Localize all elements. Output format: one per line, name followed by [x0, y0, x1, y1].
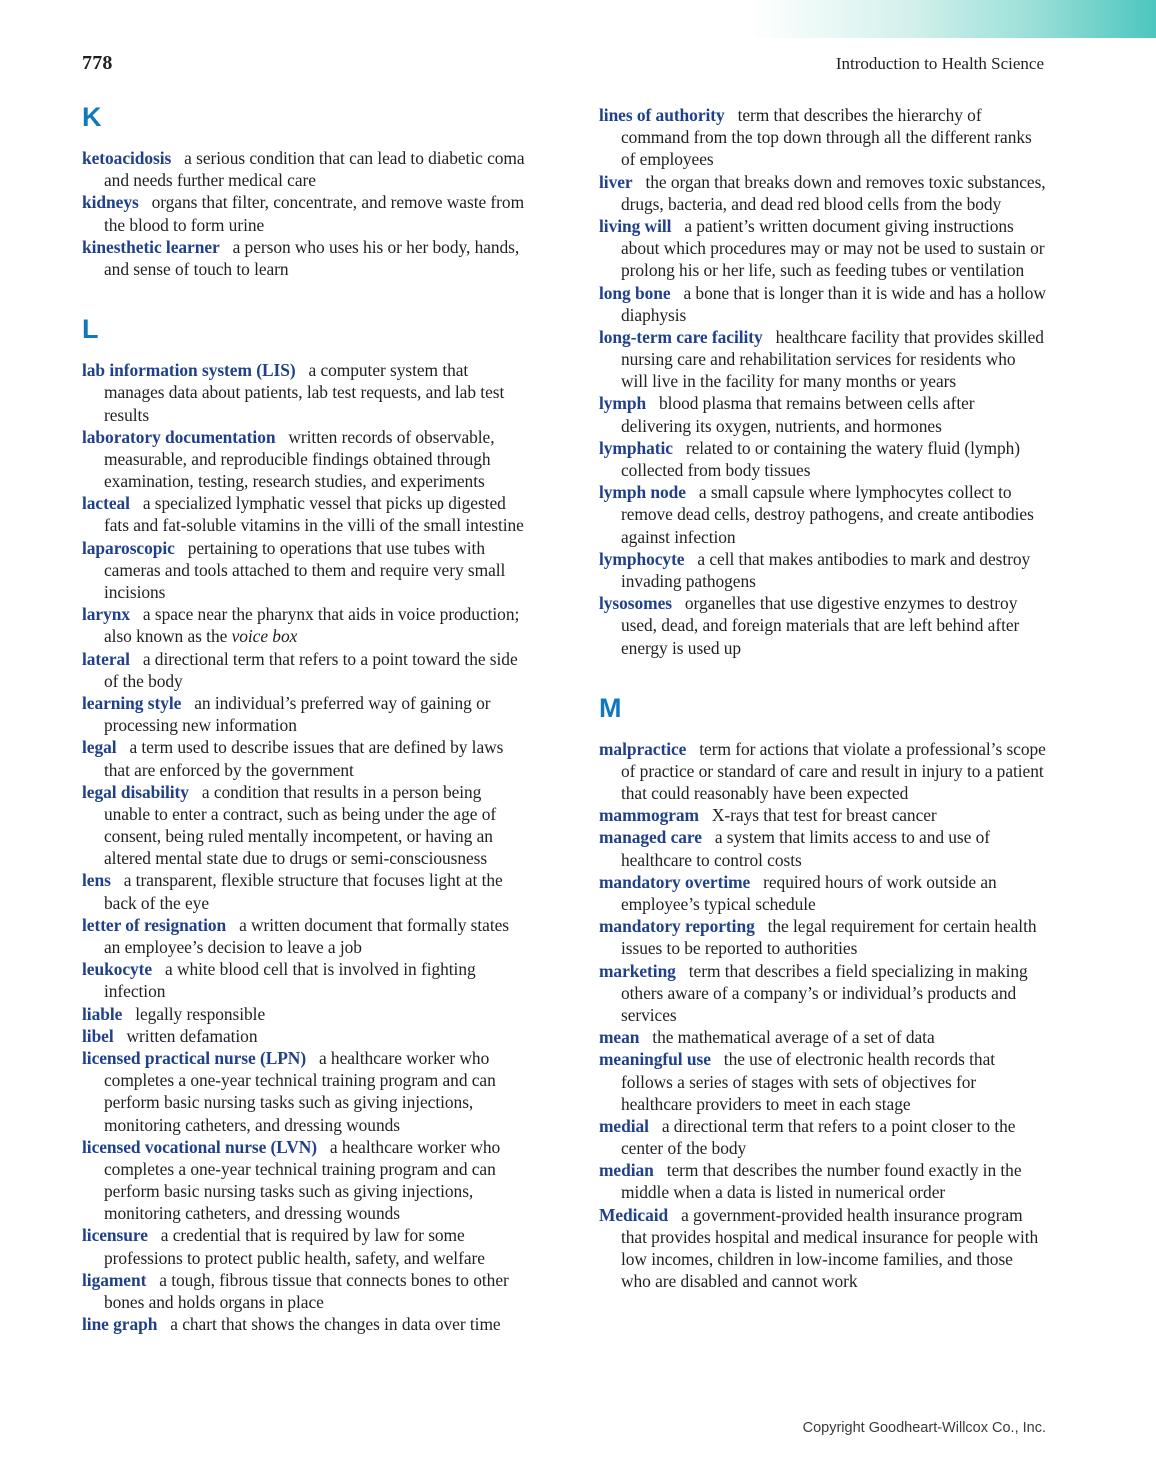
term-definition-gap — [157, 1314, 170, 1334]
glossary-entry — [599, 1048, 1046, 1115]
term-definition-gap — [684, 549, 697, 569]
term-definition-gap — [130, 493, 143, 513]
glossary-term: lateral — [82, 648, 130, 669]
term-definition-gap — [111, 870, 124, 890]
term-definition-gap — [152, 959, 165, 979]
glossary-term: libel — [82, 1025, 114, 1046]
glossary-entry — [82, 648, 529, 692]
glossary-definition: a credential that is required by law for some professions to protect public health, safety, and welfare — [104, 1225, 485, 1268]
glossary-term: line graph — [82, 1314, 158, 1335]
glossary-definition-italic: voice box — [231, 626, 298, 647]
term-definition-gap — [654, 1160, 667, 1180]
glossary-entry — [599, 871, 1046, 915]
glossary-term: medial — [599, 1115, 649, 1136]
glossary-entry — [599, 392, 1046, 436]
glossary-term: legal — [82, 737, 117, 758]
glossary-entry — [599, 437, 1046, 481]
glossary-term: kinesthetic learner — [82, 236, 220, 257]
glossary-term: laboratory documentation — [82, 426, 276, 447]
glossary-entry — [599, 1026, 1046, 1048]
term-definition-gap — [673, 438, 686, 458]
glossary-term: legal disability — [82, 781, 189, 802]
glossary-term: lines of authority — [599, 105, 725, 125]
glossary-entry — [599, 804, 1046, 826]
glossary-entry — [599, 738, 1046, 805]
glossary-definition: a chart that shows the changes in data over time — [170, 1314, 501, 1335]
glossary-definition: a patient’s written document giving instructions about which procedures may or may not be used to sustain or prolong his or her life, such as feeding tubes or ventilation — [621, 215, 1045, 281]
glossary-entry — [82, 1136, 529, 1225]
term-definition-gap — [306, 1048, 319, 1068]
glossary-term: median — [599, 1160, 654, 1181]
term-definition-gap — [750, 872, 763, 892]
glossary-definition: legally responsible — [135, 1003, 266, 1024]
glossary-definition: term that describes the hierarchy of command from the top down through all the different ranks of employees — [621, 105, 1032, 170]
term-definition-gap — [671, 216, 684, 236]
glossary-entry — [599, 326, 1046, 393]
glossary-definition: organs that filter, concentrate, and remove waste from the blood to form urine — [104, 192, 525, 235]
term-definition-gap — [668, 1205, 681, 1225]
term-definition-gap — [220, 237, 233, 257]
glossary-definition: written records of observable, measurable, and reproducible findings obtained through examination, testing, research studies, and experiments — [104, 426, 495, 492]
term-definition-gap — [296, 360, 309, 380]
glossary-term: lysosomes — [599, 593, 672, 614]
term-definition-gap — [148, 1225, 161, 1245]
glossary-definition: related to or containing the watery fluid (lymph) collected from body tissues — [621, 437, 1021, 480]
glossary-term: meaningful use — [599, 1049, 711, 1070]
glossary-definition: a cell that makes antibodies to mark and destroy invading pathogens — [621, 548, 1031, 591]
glossary-definition: written defamation — [126, 1025, 258, 1046]
glossary-term: larynx — [82, 604, 131, 625]
copyright-notice: Copyright Goodheart-Willcox Co., Inc. — [802, 1420, 1046, 1436]
glossary-definition: a healthcare worker who completes a one-year technical training program and can perform basic nursing tasks such as giving injections, monitoring catheters, and dressing wounds — [104, 1136, 501, 1224]
glossary-entry — [82, 537, 529, 604]
glossary-definition: a computer system that manages data about patients, lab test requests, and lab test results — [104, 360, 505, 425]
glossary-entry — [599, 104, 1046, 171]
glossary-definition: term for actions that violate a professional’s scope of practice or standard of care and result in injury to a patient that could reasonably have been expected — [621, 738, 1046, 804]
glossary-definition: a written document that formally states an employee’s decision to leave a job — [104, 914, 510, 957]
letter-heading-k: K — [82, 102, 102, 132]
term-definition-gap — [181, 693, 194, 713]
glossary-term: licensed vocational nurse (LVN) — [82, 1136, 317, 1157]
glossary-definition: a term used to describe issues that are defined by laws that are enforced by the government — [104, 737, 504, 780]
glossary-entry — [82, 1003, 529, 1025]
glossary-definition: organelles that use digestive enzymes to destroy used, dead, and foreign materials that are left behind after energy is used up — [621, 593, 1020, 658]
letter-heading-m: M — [599, 692, 622, 723]
glossary-term: managed care — [599, 827, 702, 848]
glossary-term: living will — [599, 215, 672, 236]
glossary-entry — [82, 736, 529, 780]
decorative-gradient-bar — [748, 0, 1156, 38]
term-definition-gap — [699, 805, 712, 825]
glossary-term: long-term care facility — [599, 326, 763, 347]
left-column — [82, 104, 529, 1374]
right-column — [599, 104, 1046, 1374]
glossary-entry — [82, 147, 529, 191]
glossary-entry — [82, 692, 529, 736]
glossary-term: lens — [82, 870, 111, 891]
glossary-entry — [82, 781, 529, 870]
term-definition-gap — [711, 1049, 724, 1069]
term-definition-gap — [226, 915, 239, 935]
page-number: 778 — [82, 52, 113, 74]
glossary-definition: a condition that results in a person being unable to enter a contract, such as being under the age of consent, being ruled mentally incompetent, or having an altered mental state due to drugs or semi-consciousness — [104, 781, 497, 869]
glossary-definition: a directional term that refers to a point toward the side of the body — [104, 648, 518, 691]
glossary-definition: a government-provided health insurance program that provides hospital and medical insurance for people with low incomes, children in low-income families, and those who are disabled and cannot work — [621, 1204, 1039, 1292]
term-definition-gap — [175, 538, 188, 558]
glossary-term: lymphocyte — [599, 548, 685, 569]
glossary-entry — [599, 215, 1046, 282]
glossary-term: laparoscopic — [82, 537, 175, 558]
term-definition-gap — [755, 916, 768, 936]
glossary-term: liver — [599, 171, 633, 192]
glossary-definition: blood plasma that remains between cells after delivering its oxygen, nutrients, and hormones — [621, 393, 975, 436]
term-definition-gap — [686, 482, 699, 502]
glossary-definition: a specialized lymphatic vessel that picks up digested fats and fat-soluble vitamins in the villi of the small intestine — [104, 493, 524, 536]
glossary-entry — [82, 958, 529, 1002]
glossary-entry — [599, 592, 1046, 659]
letter-heading-l: L — [82, 314, 99, 345]
term-definition-gap — [130, 604, 143, 624]
term-definition-gap — [672, 593, 685, 613]
term-definition-gap — [686, 739, 699, 759]
glossary-term: mean — [599, 1027, 640, 1048]
term-definition-gap — [114, 1026, 127, 1046]
glossary-definition: a healthcare worker who completes a one-year technical training program and can perform basic nursing tasks such as giving injections, monitoring catheters, and dressing wounds — [104, 1047, 496, 1135]
glossary-entry — [599, 171, 1046, 215]
term-definition-gap — [702, 827, 715, 847]
glossary-definition: a tough, fibrous tissue that connects bones to other bones and holds organs in place — [104, 1269, 509, 1312]
glossary-term: mammogram — [599, 805, 699, 826]
term-definition-gap — [649, 1116, 662, 1136]
term-definition-gap — [275, 427, 288, 447]
term-definition-gap — [189, 782, 202, 802]
glossary-definition: required hours of work outside an employee’s typical schedule — [621, 871, 997, 914]
term-definition-gap — [725, 105, 738, 125]
glossary-entry — [82, 1047, 529, 1136]
term-definition-gap — [676, 961, 689, 981]
glossary-entry — [599, 548, 1046, 592]
glossary-term: kidneys — [82, 192, 139, 213]
term-definition-gap — [139, 192, 152, 212]
glossary-term: lymph — [599, 393, 647, 414]
glossary-entry — [82, 426, 529, 493]
glossary-definition: the use of electronic health records that follows a series of stages with sets of objectives for healthcare providers to meet in each stage — [621, 1049, 996, 1114]
glossary-term: Medicaid — [599, 1204, 669, 1225]
glossary-entry — [82, 1313, 529, 1335]
glossary-term: lab information system (LIS) — [82, 360, 296, 381]
term-definition-gap — [130, 649, 143, 669]
running-head-title: Introduction to Health Science — [835, 54, 1044, 73]
glossary-definition: a transparent, flexible structure that focuses light at the back of the eye — [104, 870, 503, 913]
glossary-entry — [599, 1204, 1046, 1293]
glossary-definition: a directional term that refers to a point closer to the center of the body — [621, 1115, 1016, 1159]
glossary-entry — [82, 869, 529, 913]
glossary-entry — [599, 1159, 1046, 1203]
glossary-definition: term that describes a field specializing in making others aware of a company’s or individual’s products and services — [621, 960, 1028, 1025]
glossary-term: leukocyte — [82, 959, 153, 980]
glossary-term: lacteal — [82, 493, 130, 514]
glossary-term: malpractice — [599, 738, 687, 759]
glossary-term: ketoacidosis — [82, 148, 172, 168]
term-definition-gap — [122, 1004, 135, 1024]
glossary-definition: a small capsule where lymphocytes collect to remove dead cells, destroy pathogens, and create antibodies against infection — [621, 482, 1034, 547]
glossary-term: lymphatic — [599, 437, 673, 458]
glossary-term: licensure — [82, 1225, 148, 1246]
glossary-entry — [599, 481, 1046, 548]
glossary-entry — [82, 1025, 529, 1047]
glossary-term: ligament — [82, 1269, 147, 1290]
glossary-entry — [82, 359, 529, 426]
glossary-entry — [82, 914, 529, 958]
glossary-definition: a person who uses his or her body, hands, and sense of touch to learn — [104, 236, 520, 279]
glossary-entry — [82, 1269, 529, 1313]
term-definition-gap — [317, 1137, 330, 1157]
term-definition-gap — [646, 393, 659, 413]
term-definition-gap — [639, 1027, 652, 1047]
glossary-definition: a space near the pharynx that aids in voice production; also known as the — [104, 604, 520, 647]
glossary-term: letter of resignation — [82, 914, 227, 935]
term-definition-gap — [671, 283, 684, 303]
glossary-entry — [82, 1224, 529, 1268]
glossary-entry — [599, 282, 1046, 326]
term-definition-gap — [763, 327, 776, 347]
glossary-entry — [82, 236, 529, 280]
term-definition-gap — [146, 1270, 159, 1290]
glossary-entry — [82, 492, 529, 536]
glossary-definition: a system that limits access to and use of healthcare to control costs — [621, 827, 991, 870]
glossary-columns — [82, 104, 1046, 1374]
glossary-definition: the mathematical average of a set of data — [652, 1027, 935, 1048]
glossary-entry — [599, 915, 1046, 959]
glossary-definition: the organ that breaks down and removes toxic substances, drugs, bacteria, and dead red blood cells from the body — [621, 171, 1046, 214]
term-definition-gap — [633, 172, 646, 192]
glossary-term: liable — [82, 1003, 123, 1024]
glossary-term: learning style — [82, 692, 182, 713]
term-definition-gap — [117, 737, 130, 757]
glossary-entry — [599, 826, 1046, 870]
glossary-term: mandatory reporting — [599, 916, 755, 937]
glossary-entry — [82, 191, 529, 235]
glossary-definition: pertaining to operations that use tubes with cameras and tools attached to them and require very small incisions — [104, 537, 506, 602]
glossary-term: licensed practical nurse (LPN) — [82, 1047, 307, 1068]
glossary-definition: term that describes the number found exactly in the middle when a data is listed in numerical order — [621, 1160, 1022, 1203]
term-definition-gap — [171, 148, 184, 168]
glossary-term: marketing — [599, 960, 676, 981]
glossary-definition: an individual’s preferred way of gaining or processing new information — [104, 692, 491, 736]
glossary-definition: a bone that is longer than it is wide and has a hollow diaphysis — [621, 282, 1046, 325]
glossary-term: mandatory overtime — [599, 871, 751, 892]
glossary-entry — [82, 603, 529, 647]
glossary-definition: healthcare facility that provides skilled nursing care and rehabilitation services for residents who will live in the facility for many months or years — [621, 326, 1044, 392]
page-header — [82, 52, 1044, 75]
glossary-definition: a white blood cell that is involved in fighting infection — [104, 959, 476, 1002]
glossary-definition: X-rays that test for breast cancer — [711, 805, 937, 826]
glossary-definition: a serious condition that can lead to diabetic coma and needs further medical care — [104, 148, 525, 191]
glossary-entry — [599, 960, 1046, 1027]
glossary-entry — [599, 1115, 1046, 1159]
glossary-term: long bone — [599, 282, 671, 303]
glossary-term: lymph node — [599, 482, 686, 503]
glossary-definition: the legal requirement for certain health issues to be reported to authorities — [621, 916, 1037, 959]
